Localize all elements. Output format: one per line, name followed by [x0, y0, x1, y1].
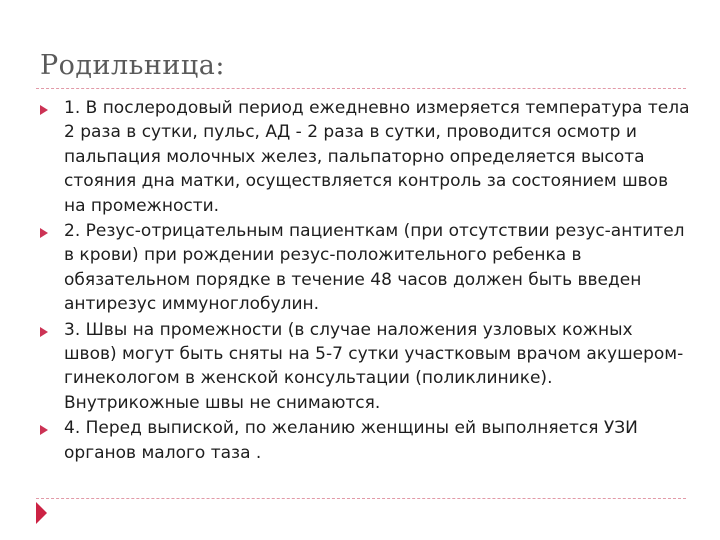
list-item [40, 96, 690, 218]
list-item [40, 219, 690, 317]
list-item-text: 3. Швы на промежности (в случае наложения узловых кожных швов) могут быть сняты на 5-7 сутки участковым врачом акушером-гинекологом в женской консультации (поликлинике). Внутрикожные швы не снимаются. [64, 319, 684, 413]
slide-title: Родильница: [40, 50, 225, 81]
title-divider [36, 88, 686, 89]
list-item [40, 416, 690, 465]
triangle-bullet-icon [40, 425, 48, 435]
list-item-text: 2. Резус-отрицательным пациенткам (при отсутствии резус-антител в крови) при рождении резус-положительного ребенка в обязательном порядке в течение 48 часов должен быть введен антирезус иммуноглобулин. [64, 221, 685, 315]
list-item [40, 318, 690, 416]
triangle-bullet-icon [40, 327, 48, 337]
list-item-text: 4. Перед выпиской, по желанию женщины ей выполняется УЗИ органов малого таза . [64, 418, 638, 463]
triangle-bullet-icon [40, 105, 48, 115]
footer-divider [36, 498, 686, 499]
bullet-list [40, 96, 690, 466]
play-icon [36, 502, 47, 524]
list-item-text: 1. В послеродовый период ежедневно измеряется температура тела 2 раза в сутки, пульс, АД - 2 раза в сутки, проводится осмотр и пальпация молочных желез, пальпаторно определяется высота стояния дна матки, осуществляется контроль за состоянием швов на промежности. [64, 98, 690, 216]
triangle-bullet-icon [40, 228, 48, 238]
